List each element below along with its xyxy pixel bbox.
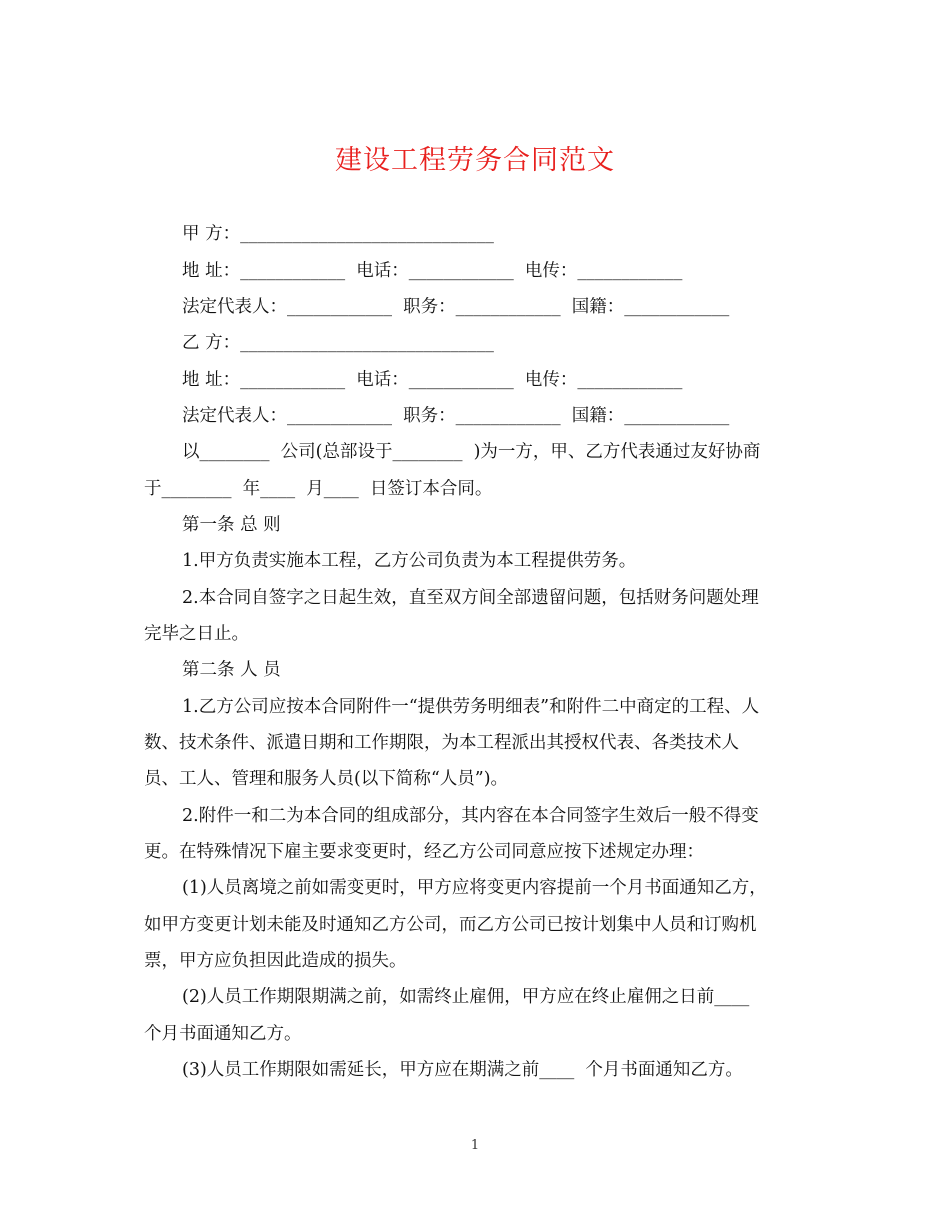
section-heading: 第二条 人 员 [182, 660, 281, 680]
party-a-name: 甲 方：_____________________________ [182, 224, 494, 244]
paragraph-line: 2.附件一和二为本合同的组成部分，其内容在本合同签字生效后一般不得变 [182, 806, 759, 826]
page-number: 1 [470, 1138, 480, 1153]
paragraph-line: (3)人员工作期限如需延长，甲方应在期满之前____ 个月书面通知乙方。 [182, 1060, 743, 1080]
paragraph-line: 1.乙方公司应按本合同附件一“提供劳务明细表”和附件二中商定的工程、人 [182, 697, 760, 717]
paragraph-line: 更。在特殊情况下雇主要求变更时，经乙方公司同意应按下述规定办理： [144, 842, 704, 862]
paragraph-line: (1)人员离境之前如需变更时，甲方应将变更内容提前一个月书面通知乙方， [182, 878, 767, 898]
paragraph-line: 如甲方变更计划未能及时通知乙方公司，而乙方公司已按计划集中人员和订购机 [144, 915, 757, 935]
paragraph-line: 员、工人、管理和服务人员(以下简称“人员”)。 [144, 769, 509, 789]
paragraph-line: 票，甲方应负担因此造成的损失。 [144, 951, 407, 971]
paragraph-line: 以________ 公司(总部设于________ )为一方，甲、乙方代表通过友好协商 [182, 442, 761, 462]
party-b-representative: 法定代表人：____________ 职务：____________ 国籍：____________ [182, 406, 730, 426]
party-a-contact: 地 址：____________ 电话：____________ 电传：____________ [182, 261, 683, 281]
paragraph-line: 1.甲方负责实施本工程，乙方公司负责为本工程提供劳务。 [182, 551, 637, 571]
paragraph-line: 于________ 年____ 月____ 日签订本合同。 [144, 479, 493, 499]
paragraph-line: 个月书面通知乙方。 [144, 1024, 302, 1044]
paragraph-line: 2.本合同自签字之日起生效，直至双方间全部遗留问题，包括财务问题处理 [182, 588, 759, 608]
section-heading: 第一条 总 则 [182, 515, 281, 535]
paragraph-line: 完毕之日止。 [144, 624, 249, 644]
paragraph-line: 数、技术条件、派遣日期和工作期限，为本工程派出其授权代表、各类技术人 [144, 733, 739, 753]
paragraph-line: (2)人员工作期限期满之前，如需终止雇佣，甲方应在终止雇佣之日前____ [182, 987, 750, 1007]
party-b-name: 乙 方：_____________________________ [182, 333, 494, 353]
page-title: 建设工程劳务合同范文 [335, 145, 615, 176]
party-a-representative: 法定代表人：____________ 职务：____________ 国籍：____________ [182, 297, 730, 317]
party-b-contact: 地 址：____________ 电话：____________ 电传：____________ [182, 370, 683, 390]
